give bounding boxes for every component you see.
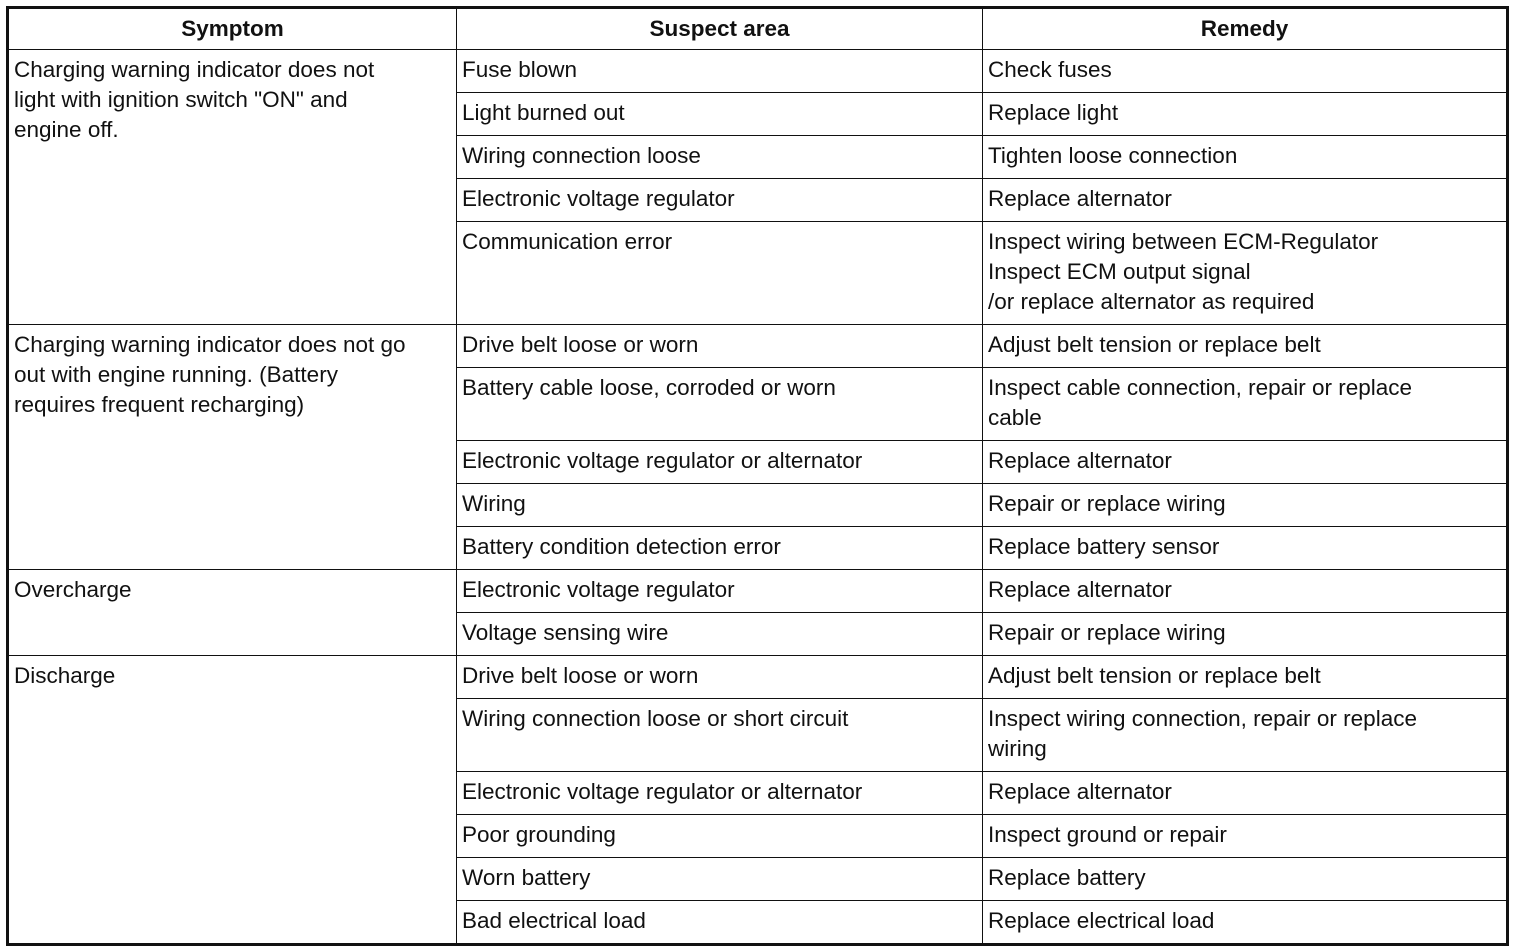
remedy-cell <box>983 699 1508 772</box>
remedy-cell: Repair or replace wiring <box>983 613 1508 656</box>
symptom-cell <box>8 325 457 570</box>
suspect-cell: Electronic voltage regulator or alternator <box>457 772 983 815</box>
table-row <box>8 325 1508 368</box>
remedy-line: Inspect ECM output signal <box>988 259 1251 284</box>
table-row <box>8 570 1508 613</box>
header-remedy: Remedy <box>983 8 1508 50</box>
remedy-cell: Check fuses <box>983 50 1508 93</box>
remedy-cell: Replace battery <box>983 858 1508 901</box>
remedy-cell: Repair or replace wiring <box>983 484 1508 527</box>
remedy-line: wiring <box>988 736 1047 761</box>
remedy-cell: Replace alternator <box>983 179 1508 222</box>
remedy-cell <box>983 222 1508 325</box>
troubleshooting-sheet <box>6 6 1506 931</box>
remedy-cell: Replace alternator <box>983 772 1508 815</box>
table-row <box>8 656 1508 699</box>
symptom-line: out with engine running. (Battery <box>14 362 338 387</box>
symptom-line: Charging warning indicator does not <box>14 57 375 82</box>
suspect-cell: Battery condition detection error <box>457 527 983 570</box>
troubleshooting-table <box>6 6 1509 946</box>
suspect-cell: Wiring connection loose <box>457 136 983 179</box>
suspect-cell: Battery cable loose, corroded or worn <box>457 368 983 441</box>
remedy-cell: Replace alternator <box>983 441 1508 484</box>
suspect-cell: Fuse blown <box>457 50 983 93</box>
suspect-cell: Electronic voltage regulator or alternator <box>457 441 983 484</box>
suspect-cell: Voltage sensing wire <box>457 613 983 656</box>
header-symptom: Symptom <box>8 8 457 50</box>
table-row <box>8 50 1508 93</box>
suspect-cell: Drive belt loose or worn <box>457 656 983 699</box>
suspect-cell: Light burned out <box>457 93 983 136</box>
remedy-line: Inspect wiring connection, repair or replace <box>988 706 1417 731</box>
remedy-cell: Replace electrical load <box>983 901 1508 945</box>
remedy-line: Inspect cable connection, repair or replace <box>988 375 1412 400</box>
remedy-line: Inspect wiring between ECM-Regulator <box>988 229 1379 254</box>
suspect-cell: Bad electrical load <box>457 901 983 945</box>
symptom-cell: Discharge <box>8 656 457 945</box>
suspect-cell: Electronic voltage regulator <box>457 570 983 613</box>
header-suspect-area: Suspect area <box>457 8 983 50</box>
symptom-line: light with ignition switch "ON" and <box>14 87 348 112</box>
suspect-cell: Poor grounding <box>457 815 983 858</box>
table-body <box>8 50 1508 945</box>
suspect-cell: Communication error <box>457 222 983 325</box>
remedy-cell: Tighten loose connection <box>983 136 1508 179</box>
suspect-cell: Wiring <box>457 484 983 527</box>
remedy-cell: Replace battery sensor <box>983 527 1508 570</box>
remedy-cell: Adjust belt tension or replace belt <box>983 325 1508 368</box>
remedy-line: /or replace alternator as required <box>988 289 1315 314</box>
symptom-cell <box>8 50 457 325</box>
suspect-cell: Wiring connection loose or short circuit <box>457 699 983 772</box>
header-row <box>8 8 1508 50</box>
symptom-line: engine off. <box>14 117 119 142</box>
remedy-cell <box>983 368 1508 441</box>
symptom-cell: Overcharge <box>8 570 457 656</box>
symptom-line: Charging warning indicator does not go <box>14 332 406 357</box>
table-header <box>8 8 1508 50</box>
remedy-cell: Replace alternator <box>983 570 1508 613</box>
remedy-cell: Inspect ground or repair <box>983 815 1508 858</box>
symptom-line: requires frequent recharging) <box>14 392 305 417</box>
remedy-cell: Adjust belt tension or replace belt <box>983 656 1508 699</box>
suspect-cell: Worn battery <box>457 858 983 901</box>
suspect-cell: Drive belt loose or worn <box>457 325 983 368</box>
suspect-cell: Electronic voltage regulator <box>457 179 983 222</box>
remedy-line: cable <box>988 405 1042 430</box>
remedy-cell: Replace light <box>983 93 1508 136</box>
